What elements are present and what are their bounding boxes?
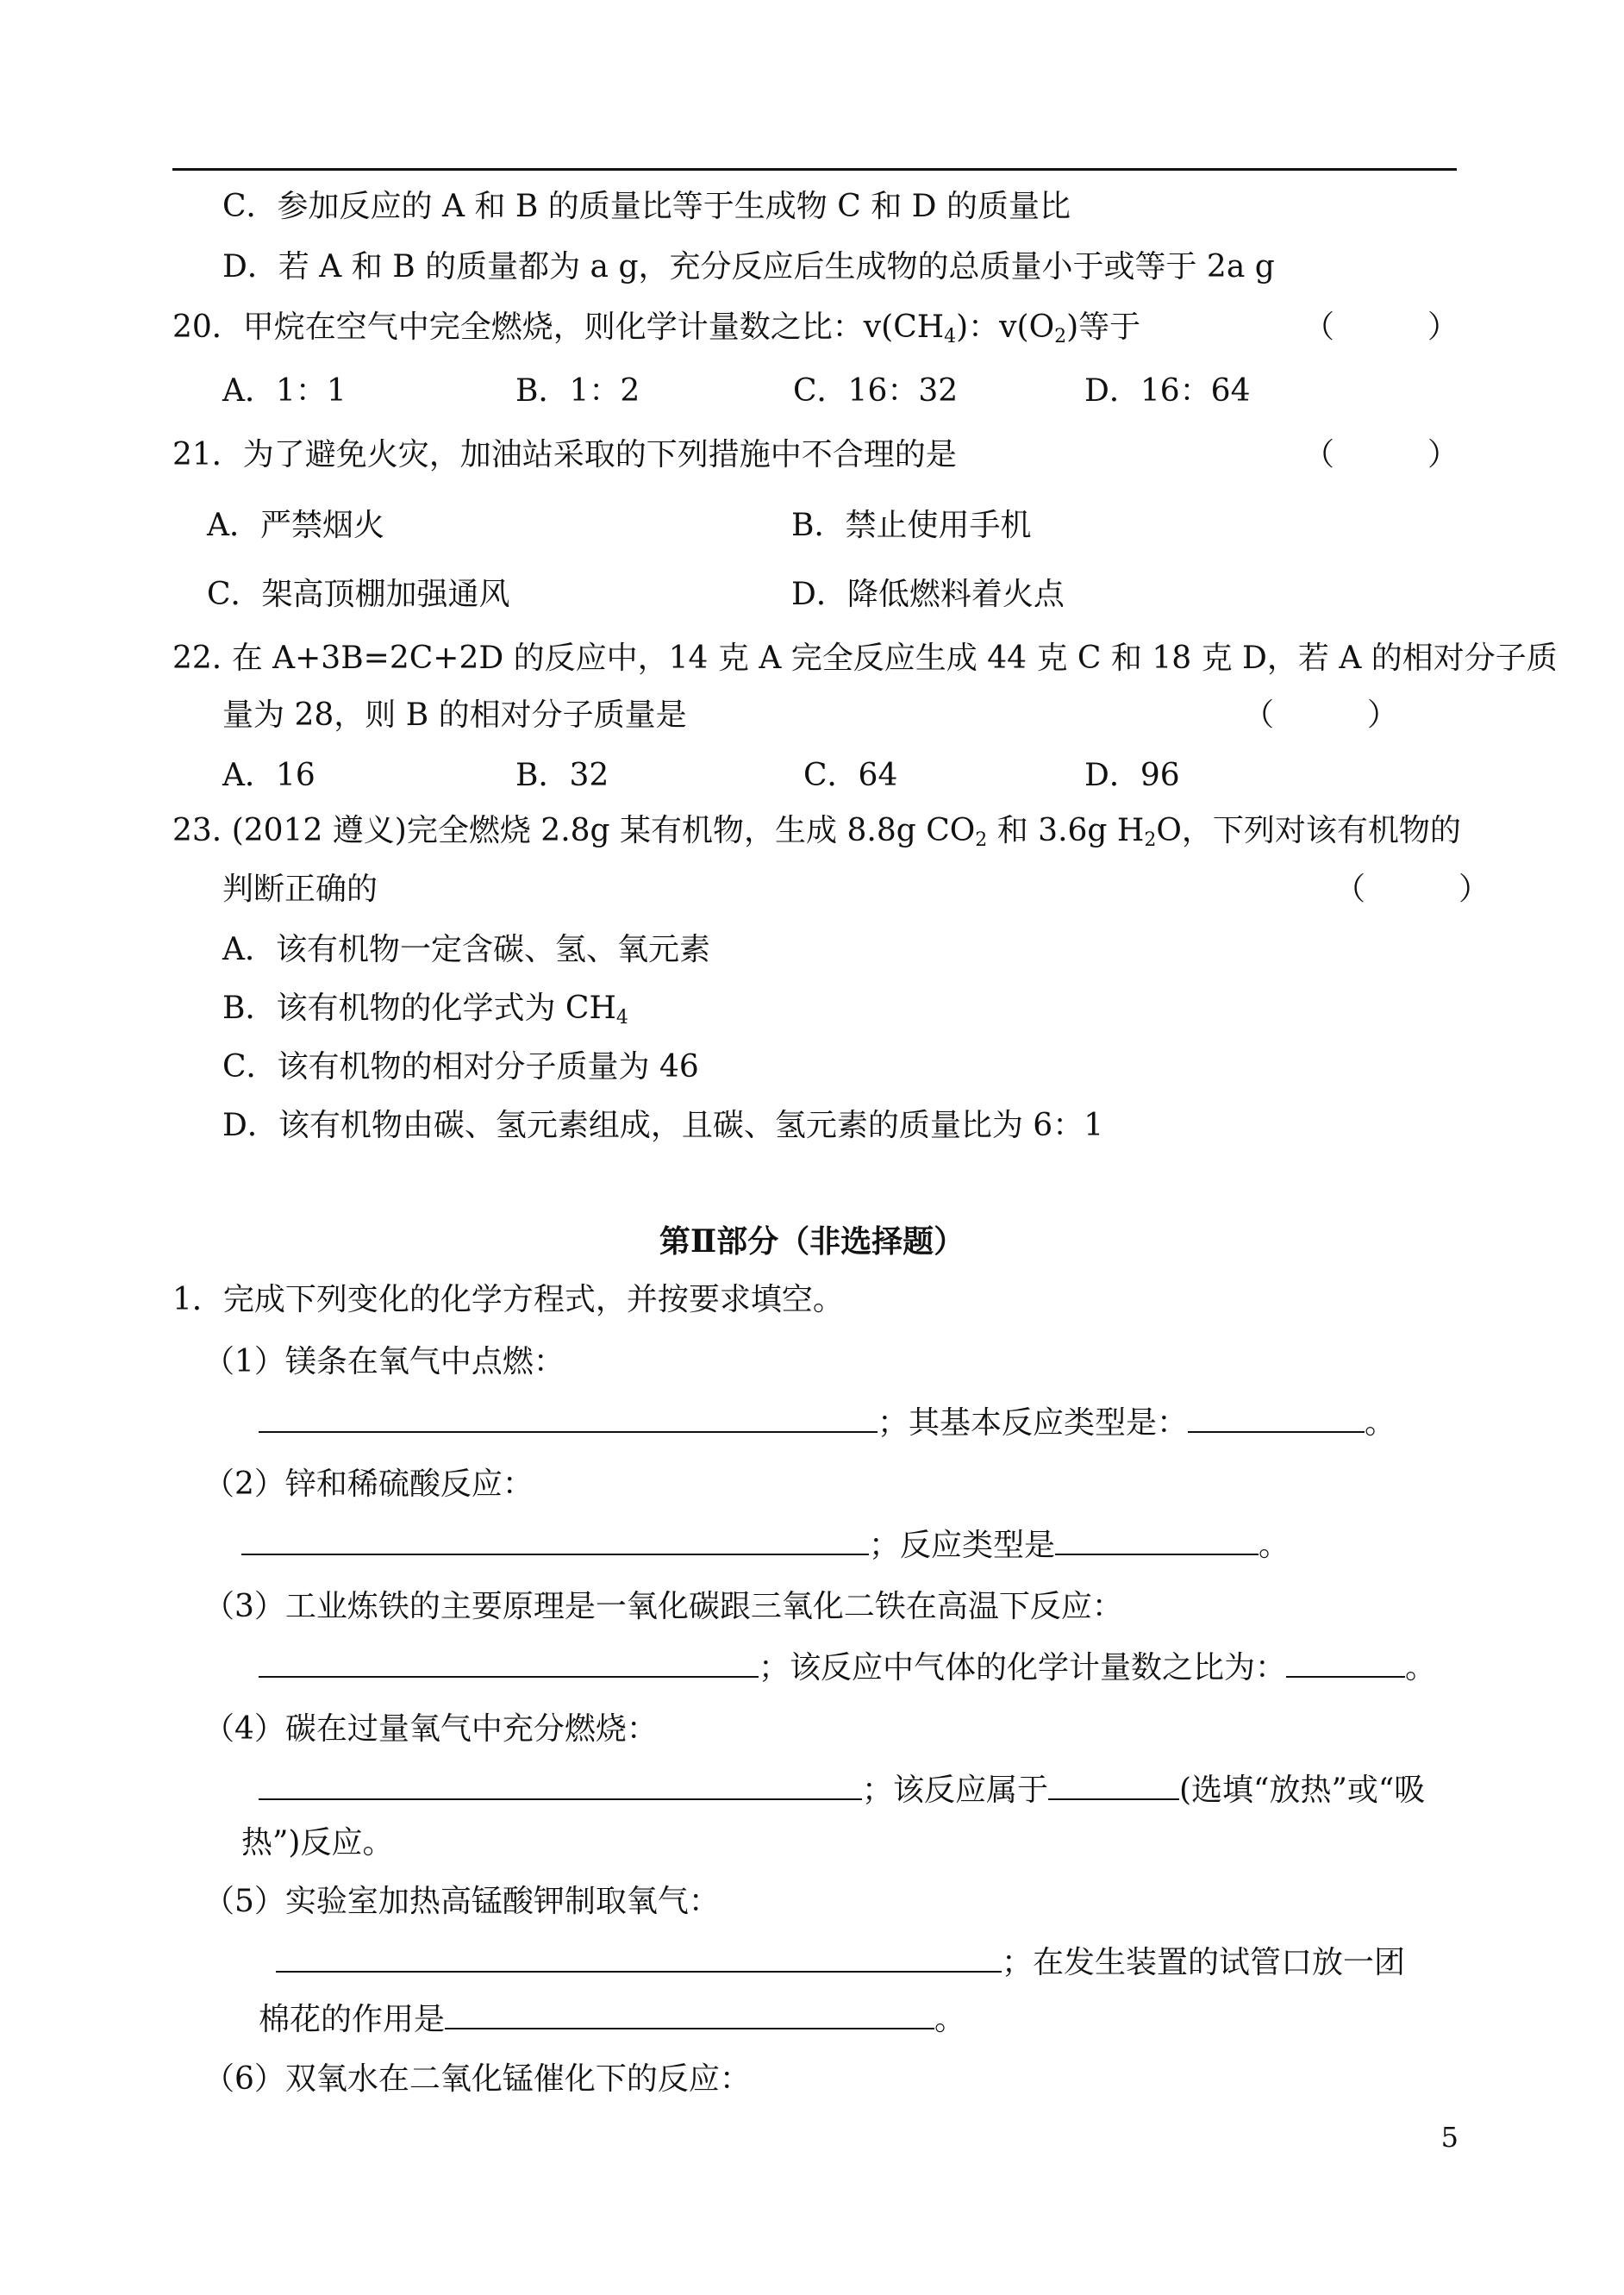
q20-option-a: A．1：1 bbox=[222, 373, 347, 409]
q20-option-b: B．1：2 bbox=[515, 373, 640, 409]
sub4-heat-blank[interactable] bbox=[1048, 1769, 1179, 1800]
sub3-prompt: （3）工业炼铁的主要原理是一氧化碳跟三氧化二铁在高温下反应： bbox=[203, 1589, 1123, 1624]
sub5-answer-line: ；在发生装置的试管口放一团 bbox=[276, 1942, 1405, 1982]
q21-option-d: D．降低燃料着火点 bbox=[791, 577, 1065, 612]
q20-answer-paren: （ ） bbox=[1303, 310, 1459, 345]
sub5-equation-blank[interactable] bbox=[276, 1942, 1002, 1973]
sub5-prompt: （5）实验室加热高锰酸钾制取氧气： bbox=[203, 1884, 720, 1919]
part2-heading: 第Ⅱ部分（非选择题） bbox=[659, 1223, 965, 1260]
q23-answer-paren: （ ） bbox=[1334, 872, 1490, 907]
q22-option-d: D．96 bbox=[1084, 758, 1180, 793]
sub5-answer-line2: 棉花的作用是 。 bbox=[259, 1998, 965, 2039]
q20-stem: 20．甲烷在空气中完全燃烧，则化学计量数之比：$v(CH_4)$：$v(O_2)$等于 bbox=[172, 310, 1141, 347]
header-rule bbox=[172, 168, 1457, 171]
q21-option-c: C．架高顶棚加强通风 bbox=[207, 577, 510, 612]
sub3-ratio-blank[interactable] bbox=[1286, 1647, 1405, 1678]
sub1-prompt: （1）镁条在氧气中点燃： bbox=[203, 1344, 565, 1379]
q23-option-d: D．该有机物由碳、氢元素组成，且碳、氢元素的质量比为 6：1 bbox=[222, 1108, 1104, 1143]
sub3-equation-blank[interactable] bbox=[259, 1647, 759, 1678]
sub4-prompt: （4）碳在过量氧气中充分燃烧： bbox=[203, 1711, 658, 1747]
q20-option-c: C．16：32 bbox=[793, 373, 959, 409]
q21-stem: 21．为了避免火灾，加油站采取的下列措施中不合理的是 bbox=[172, 437, 957, 472]
q23-option-c: C．该有机物的相对分子质量为 46 bbox=[222, 1049, 699, 1085]
sub2-type-blank[interactable] bbox=[1055, 1524, 1259, 1555]
sub4-answer-line: ；该反应属于 (选填“放热”或“吸 bbox=[259, 1769, 1425, 1810]
q22-answer-paren: （ ） bbox=[1243, 697, 1399, 733]
q22-stem-line1: 22. 在 A+3B=2C+2D 的反应中，14 克 A 完全反应生成 44 克 C 和 18 克 D，若 A 的相对分子质 bbox=[172, 641, 1558, 676]
sub2-prompt: （2）锌和稀硫酸反应： bbox=[203, 1466, 534, 1502]
q23-stem-line1: 23. (2012 遵义)完全燃烧 2.8g 某有机物，生成 8.8g $CO_2$ 和 3.6g $H_2O$，下列对该有机物的 bbox=[172, 813, 1461, 851]
q19-option-c: C．参加反应的 A 和 B 的质量比等于生成物 C 和 D 的质量比 bbox=[222, 189, 1071, 224]
sub2-answer-line: ；反应类型是 。 bbox=[241, 1524, 1290, 1565]
q22-option-c: C．64 bbox=[803, 758, 898, 793]
sub1-type-blank[interactable] bbox=[1188, 1402, 1365, 1433]
sub6-prompt: （6）双氧水在二氧化锰催化下的反应： bbox=[203, 2061, 751, 2097]
sub5-cotton-blank[interactable] bbox=[445, 1998, 934, 2029]
sub3-answer-line: ；该反应中气体的化学计量数之比为： 。 bbox=[259, 1647, 1436, 1687]
q23-option-b: B．该有机物的化学式为 $CH_4$ bbox=[222, 991, 628, 1029]
q22-stem-line2: 量为 28，则 B 的相对分子质量是 bbox=[222, 697, 687, 733]
sub2-equation-blank[interactable] bbox=[241, 1524, 869, 1555]
q22-option-a: A．16 bbox=[222, 758, 315, 793]
q22-option-b: B．32 bbox=[515, 758, 609, 793]
sub4-equation-blank[interactable] bbox=[259, 1769, 862, 1800]
sub1-answer-line: ；其基本反应类型是： 。 bbox=[259, 1402, 1396, 1442]
q19-option-d: D．若 A 和 B 的质量都为 a g，充分反应后生成物的总质量小于或等于 2a g bbox=[222, 249, 1275, 285]
sub1-equation-blank[interactable] bbox=[259, 1402, 878, 1433]
q23-stem-line2: 判断正确的 bbox=[222, 872, 378, 907]
q21-answer-paren: （ ） bbox=[1303, 437, 1459, 472]
part2-q1-stem: 1．完成下列变化的化学方程式，并按要求填空。 bbox=[172, 1282, 844, 1317]
q20-option-d: D．16：64 bbox=[1084, 373, 1251, 409]
q23-option-a: A．该有机物一定含碳、氢、氧元素 bbox=[222, 932, 710, 967]
sub4-answer-line2: 热”)反应。 bbox=[241, 1825, 394, 1860]
q21-option-b: B．禁止使用手机 bbox=[791, 508, 1032, 543]
q21-option-a: A．严禁烟火 bbox=[207, 508, 384, 543]
page-number: 5 bbox=[1440, 2121, 1458, 2154]
